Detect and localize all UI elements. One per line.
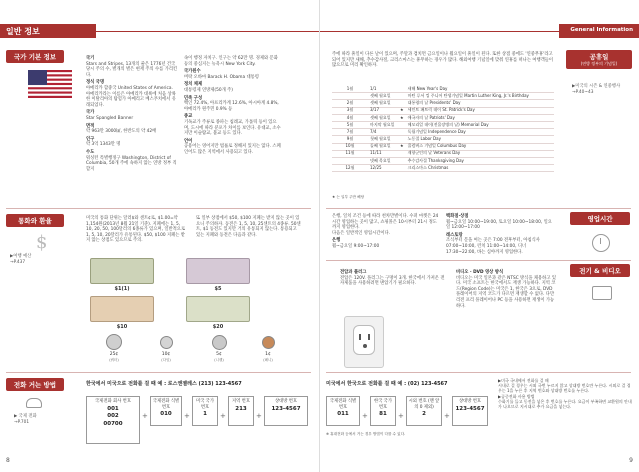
holiday-date: 11/11: [368, 150, 398, 157]
voltage-heading: 전압과 플러그: [340, 270, 367, 275]
kr-party-num: 123-4567: [455, 405, 485, 412]
coin-1-sub: (페니): [263, 358, 273, 362]
phone-box-label: 국제전화 회사 번호: [95, 399, 131, 404]
phone-box-label: 상대방 번호: [458, 399, 482, 404]
holiday-name: 노동절 Labor Day: [406, 136, 554, 143]
holiday-name: 재향군인의 날 Veterans Day: [406, 150, 554, 157]
holiday-row: [332, 150, 554, 157]
right-page: [320, 0, 639, 472]
bank-hours: 월~금요일 9:00~17:00: [332, 243, 380, 249]
restaurant-heading: 레스토랑: [446, 232, 463, 238]
kr-country-num: 81: [379, 411, 387, 418]
holiday-date: 넷째 목요일: [368, 157, 398, 164]
dept-hours: 월~금요일 10:00~19:00, 토요일 10:00~18:00, 일요일 12:00~17:00: [446, 219, 552, 231]
holiday-row: [332, 136, 554, 143]
kr-exit-num: 011: [337, 411, 349, 418]
language-text: 공용어는 영어지만 법률로 정해져 있지는 않다. 스페인어도 많은 지역에서 사용되고 있다.: [184, 144, 281, 155]
carrier-num-2: 002: [107, 413, 119, 420]
religion-text: 기독교가 주류로 종파는 침례교, 가톨릭 등이 있으며, 도시에 따라 분포가 차이를 보인다. 유대교, 소수지만 이슬람교, 불교 등도 있다.: [184, 119, 281, 137]
voltage-text: 전압은 120V. 플러그는 구멍이 3개. 한국에서 가져온 전자제품을 사용하려면 변압기가 필요하다.: [340, 275, 445, 287]
government-heading: 정치 체제: [184, 82, 203, 88]
holiday-date: 첫째 월요일: [368, 136, 398, 143]
header-rule: [320, 31, 559, 32]
hours-text-2: 다음은 일반적인 영업시간이다.: [332, 230, 391, 236]
government-text: 대통령제 연방제(50개 주): [184, 87, 233, 93]
holiday-date: 7/4: [368, 129, 398, 136]
currency-tag: 통화와 환율: [6, 214, 64, 227]
ethnicity-heading: 민족 구성: [184, 95, 203, 101]
plus-sign: +: [444, 412, 450, 420]
section-header-right: General Information: [559, 24, 639, 38]
holiday-day: [398, 136, 406, 143]
holiday-day: [398, 86, 406, 93]
carrier-num-1: 001: [107, 405, 119, 412]
capital-text: 워싱턴 특별행정구 Washington, District of Columbia, 50개 주에 속하지 않는 연방 정부 직할지: [86, 155, 177, 172]
outlet-image: [344, 316, 384, 368]
bill-5-label: $5: [214, 286, 222, 292]
ethnicity-text: 백인 72.4%, 아프리카계 12.6%, 아시아계 4.8%, 아메리카 원주민 0.9% 등: [184, 101, 279, 112]
restaurant-hours: 조식부터 문을 여는 곳은 7:00 전후부터, 아침식사 07:00~10:00, 런치 11:00~14:00, 디너 17:30~22:00, 바는 심야까지 영업한다.: [446, 238, 540, 255]
phone-box-label: 지역 번호: [232, 399, 250, 404]
holiday-tag: [566, 50, 632, 69]
area-text: 약 963만 3000㎢, 한반도의 약 42배: [86, 129, 157, 135]
language-heading: 언어: [184, 138, 193, 144]
video-heading: 비디오 · DVD 영상 방식: [456, 270, 504, 275]
hours-text-1: 은행, 일치 조건 등에 따라 천차만별이다. 수퍼 마켓은 24시간 영업하는 곳이 많고, 쇼핑몰은 10시부터 21시 정도까지 영업한다.: [332, 214, 439, 231]
holiday-row: [332, 165, 554, 172]
carrier-num-3: 00700: [103, 420, 123, 427]
holiday-day: [398, 121, 406, 128]
coin-5-image: [212, 335, 227, 350]
holiday-intro: 주에 따라 휴일이 다른 날이 있으며, 주말과 겹치면 금요일이나 월요일이 휴일이 된다. 또한 상점 중에도 '연중무휴'라고 되어 있지만 새해, 추수감사절, 크리스마스는 휴무하는 경우가 많다. 해외여행 기념일에 맞춰 연휴를 떠나는 여행객들이 많으므로 미리 확인하자.: [332, 52, 554, 69]
phone-box-kr-country: [370, 396, 396, 426]
holiday-name: 대통령의 날 Presidents' Day: [406, 100, 554, 107]
phone-box-label: 한국 국가 번호: [374, 399, 392, 410]
bill-10-image: [90, 296, 154, 322]
holiday-month: 7월: [332, 129, 368, 136]
coin-1-image: [262, 336, 275, 349]
left-page: [0, 0, 319, 472]
us-flag-image: [28, 70, 72, 98]
holiday-month: 4월: [332, 114, 368, 121]
currency-text-2: 또 일부 상점에서 $50, $100 지폐는 받지 않는 곳이 있으니 주의하자. 동전은 1, 5, 10, 25센트의 4종류. 50센트, $1 동전도 있지만 거의 유통되지 않는다. 통용되고 있는 지폐와 동전은 다음과 같다.: [196, 216, 301, 238]
phone-box-label: 국제전화 식별번호: [329, 399, 357, 410]
holiday-name: 마틴 루서 킹 주니어 탄생기념일 Martin Luther King, Jr.'s Birthday: [406, 93, 554, 100]
holiday-month: [332, 93, 368, 100]
video-block: [456, 270, 556, 309]
phone-icon: [26, 398, 42, 408]
divider: [326, 208, 631, 209]
holiday-name: 추수감사절 Thanksgiving Day: [406, 157, 554, 164]
tv-icon: [592, 286, 612, 300]
holiday-day: [398, 150, 406, 157]
holiday-month: [332, 157, 368, 164]
holiday-date: 3/17: [368, 107, 398, 114]
electric-tag: 전기 & 비디오: [570, 264, 630, 277]
holiday-tag-sub: (연방 정부의 기념일): [580, 61, 618, 66]
flag-text: Stars and Stripes, 13개의 줄은 1776년 건국 당시 주의 수, 별개의 별은 현재 주의 수를 가리킨다.: [86, 61, 178, 78]
phone-right-title: 미국에서 한국으로 전화를 걸 때 예 : (02) 123-4567: [326, 381, 448, 387]
phone-box-label: 미국 국가 번호: [196, 399, 214, 410]
divider: [326, 372, 631, 373]
plus-sign: +: [220, 412, 226, 420]
phone-box-label: 시외 번호 (맨 앞의 0 제외): [408, 399, 440, 410]
holiday-name: 새해 New Year's Day: [406, 86, 554, 93]
head-of-state-text: 버락 오바마 Barack H. Obama 대통령: [184, 74, 259, 80]
holiday-date: 셋째 월요일: [368, 93, 398, 100]
holiday-day: ★: [400, 143, 404, 149]
bill-20-image: [186, 296, 250, 322]
coin-1-label: 1¢: [265, 352, 271, 357]
plus-sign: +: [256, 412, 262, 420]
phone-box-area: [228, 396, 254, 426]
capital-text-cont: 속이 행정 자치구. 인구는 약 62만 명. 경제와 문화 등의 중심지는 뉴욕시 New York City.: [184, 56, 278, 67]
official-name-text: 아메리카 합중국 United States of America. 아메리카라는 이름은 아메리카 대륙에 처음 상륙한 이탈리아의 탐험가 아메리고 베스푸치에서 유래되었다.: [86, 85, 176, 108]
holiday-name: 독립기념일 Independence Day: [406, 129, 554, 136]
header-rule: [96, 31, 319, 32]
phone-box-country: [192, 396, 218, 426]
divider: [6, 208, 311, 209]
phone-left-title: 한국에서 미국으로 전화를 걸 때 예 : 로스앤젤레스 (213) 123-4567: [86, 381, 242, 387]
country-col1: [86, 56, 178, 172]
holiday-day: [398, 165, 406, 172]
holiday-month: 1월: [332, 86, 368, 93]
hours-col1: [332, 214, 440, 250]
phone-box-kr-exit: [326, 396, 360, 426]
holiday-day: [398, 157, 406, 164]
holiday-name: 메모리얼 데이(전몰장병의 날) Memorial Day: [406, 121, 554, 128]
country-num: 1: [203, 411, 207, 418]
bill-1-image: [90, 258, 154, 284]
anthem-text: Star Spangled Banner: [86, 115, 134, 121]
voltage-block: [340, 270, 448, 287]
holiday-month: 12월: [332, 165, 368, 172]
page-number-right: 9: [629, 457, 633, 464]
party-num: 123-4567: [271, 405, 301, 412]
population-heading: 인구: [86, 136, 95, 142]
phone-tag: 전화 거는 방법: [6, 378, 64, 391]
holiday-month: 10월: [332, 143, 368, 150]
holiday-row: [332, 100, 554, 107]
plus-sign: +: [362, 412, 368, 420]
area-num: 213: [235, 405, 247, 412]
phone-box-exit: [150, 396, 182, 426]
dollar-icon: $: [36, 232, 48, 253]
coin-10-image: [160, 336, 173, 349]
holiday-row: [332, 107, 554, 114]
holiday-footnote: ★ 는 일부 주만 해당: [332, 195, 365, 199]
plus-sign: +: [398, 412, 404, 420]
holiday-date: 1/1: [368, 86, 398, 93]
bill-10-label: $10: [116, 324, 128, 330]
phone-footnote: ※ 휴대전화 등에서 거는 경우 방법이 다를 수 있다.: [326, 432, 406, 436]
plus-sign: +: [184, 412, 190, 420]
capital-heading: 수도: [86, 149, 95, 155]
plus-sign: +: [142, 412, 148, 420]
holiday-day: [398, 129, 406, 136]
bill-1-label: $1(1): [114, 286, 130, 292]
exit-num: 010: [160, 411, 172, 418]
holiday-name: 크리스마스 Christmas: [406, 165, 554, 172]
hours-tag: 영업시간: [570, 212, 630, 225]
coin-5-sub: (니켈): [214, 358, 224, 362]
domestic-call-note: ▶미국 국내에서 전화를 걸 때 시내로 걸 경우는 시외 국번 누르지 않고 상대방 번호만 누른다. 시외로 걸 경우는 1을 누른 후 지역 번호와 상대방 번호를 누른다. ▶공중전화 사용 방법 수화기를 들고 동전을 넣은 후 번호를 누른다. 요금이 부족하면 교환원의 안내가 나오므로 지시대로 추가 요금을 넣는다.: [498, 378, 632, 410]
phone-box-kr-party: [452, 396, 488, 426]
coin-25-image: [106, 334, 122, 350]
holiday-month: 2월: [332, 100, 368, 107]
holiday-date: 셋째 월요일: [368, 100, 398, 107]
phone-box-carrier: [86, 396, 140, 444]
flag-heading: 국기: [86, 56, 95, 61]
video-text: 비디오는 미국 일본과 같은 NTSC 방식을 채용하고 있다. 미국 소프트는 한국에서도 재생 가능하다. 지역 코드(Region Code)는 미국은 1, 한국은 3으로, DVD 플레이어의 지역 코드가 다르면 재생할 수 없다. 다만 리전 프리 플레이어나 PC 등을 사용하면 재생이 가능하다.: [456, 275, 556, 309]
holiday-name: 콜럼버스 기념일 Columbus Day: [406, 143, 554, 150]
coin-10-sub: (다임): [161, 358, 171, 362]
holiday-month: 5월: [332, 121, 368, 128]
holiday-month: 9월: [332, 136, 368, 143]
holiday-row: [332, 93, 554, 100]
dept-heading: 백화점·상점: [446, 214, 469, 219]
kr-area-num: 2: [422, 411, 426, 418]
coin-25-sub: (쿼터): [109, 358, 119, 362]
coin-25-label: 25¢: [109, 352, 119, 357]
clock-icon: [592, 234, 610, 252]
divider: [326, 260, 631, 261]
holiday-name: 세인트 패트릭 데이 St. Patrick's Day: [406, 107, 554, 114]
coin-5-label: 5¢: [216, 352, 222, 357]
season-events-link[interactable]: ▶미국의 시즌 & 연중행사 →P.40~43: [572, 84, 621, 95]
phone-box-kr-area: [406, 396, 442, 426]
holiday-month: 11월: [332, 150, 368, 157]
phone-box-label: 국제전화 식별 번호: [152, 399, 180, 410]
holiday-day: ★: [400, 114, 404, 120]
holiday-row: [332, 129, 554, 136]
anthem-heading: 국가: [86, 110, 95, 116]
holiday-table: [332, 86, 554, 172]
bill-20-label: $20: [212, 324, 224, 330]
holiday-row: [332, 121, 554, 128]
area-heading: 면적: [86, 123, 95, 129]
phone-box-label: 상대방 번호: [274, 399, 298, 404]
bill-5-image: [186, 258, 250, 284]
budget-link[interactable]: ▶여행 예산 →P.437: [10, 254, 32, 265]
section-header-left: 일반 정보: [0, 24, 96, 38]
country-col2: [184, 56, 282, 156]
holiday-day: [398, 100, 406, 107]
holiday-date: 12/25: [368, 165, 398, 172]
holiday-day: ★: [400, 107, 404, 113]
bank-heading: 은행: [332, 238, 341, 244]
holiday-row: [332, 86, 554, 93]
holiday-date: 셋째 월요일: [368, 114, 398, 121]
holiday-month: 3월: [332, 107, 368, 114]
phone-box-party: [264, 396, 308, 426]
holiday-name: 애국자의 날 Patriots' Day: [406, 114, 554, 121]
head-of-state-heading: 국가원수: [184, 69, 201, 75]
intl-call-link[interactable]: ▶ 국제 전화 →P.701: [14, 414, 37, 425]
holiday-tag-title: 공휴일: [589, 53, 609, 61]
holiday-date: 둘째 월요일: [368, 143, 398, 150]
holiday-row: [332, 114, 554, 121]
coin-10-label: 10¢: [161, 352, 171, 357]
divider: [6, 372, 311, 373]
country-info-tag: 국가 기본 정보: [6, 50, 64, 63]
official-name-heading: 정식 국명: [86, 80, 105, 86]
page-number-left: 8: [6, 457, 10, 464]
hours-col2: [446, 214, 554, 255]
population-text: 약 3억 1343만 명: [86, 142, 121, 148]
holiday-day: [398, 93, 406, 100]
holiday-date: 마지막 월요일: [368, 121, 398, 128]
holiday-row: [332, 157, 554, 164]
religion-heading: 종교: [184, 114, 193, 120]
currency-text-1: 미국의 통화 단위는 달러$와 센트¢로, $1.00=약 1,154원(2013년 8월 21일 기준). 지폐에는 1, 5, 10, 20, 50, 100달러의 6종류가 있으며, 일반적으로 1, 5, 10, 20달러가 유통된다. $50, $100 지폐는 받지 않는 상점도 있으므로 주의.: [86, 216, 186, 244]
